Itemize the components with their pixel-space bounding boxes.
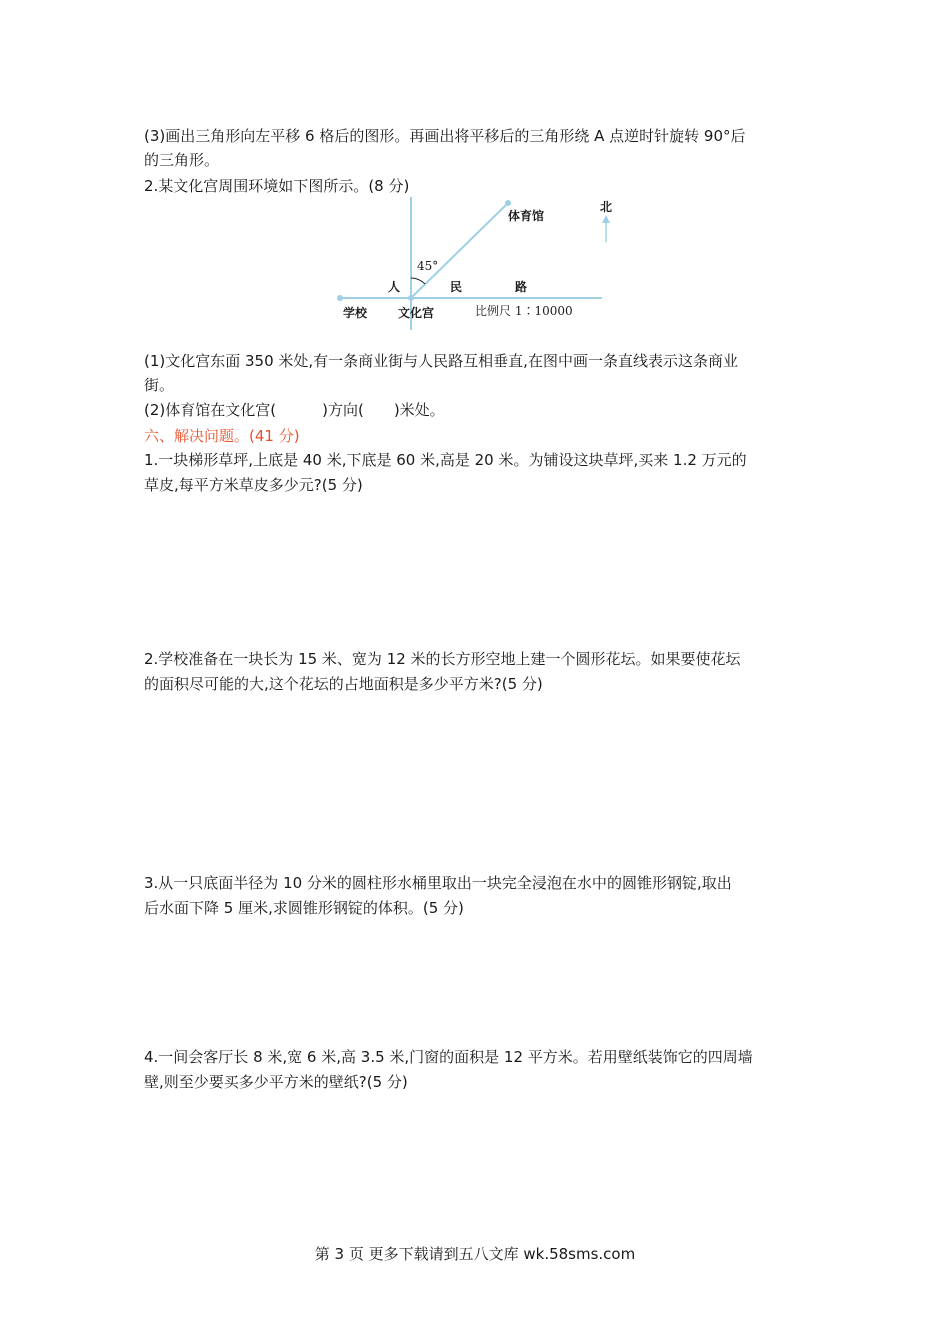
problem-3-line-2: 后水面下降 5 厘米,求圆锥形钢锭的体积。(5 分) (144, 899, 464, 917)
page-footer: 第 3 页 更多下载请到五八文库 wk.58sms.com (314, 1245, 636, 1263)
question-3-line-1: (3)画出三角形向左平移 6 格后的图形。再画出将平移后的三角形绕 A 点逆时针旋转 90°后 (144, 127, 746, 145)
sub-question-2-part-1: (2)体育馆在文化宫( (144, 401, 277, 419)
stadium-point (505, 200, 511, 206)
stadium-label: 体育馆 (508, 209, 545, 223)
problem-1-line-2: 草皮,每平方米草皮多少元?(5 分) (144, 476, 363, 494)
problem-4-line-1: 4.一间会客厅长 8 米,宽 6 米,高 3.5 米,门窗的面积是 12 平方米。若用壁纸装饰它的四周墙 (144, 1048, 753, 1066)
section-6-title: 六、解决问题。(41 分) (144, 427, 300, 445)
road-char-ren: 人 (388, 280, 401, 294)
problem-1-line-1: 1.一块梯形草坪,上底是 40 米,下底是 60 米,高是 20 米。为铺设这块草坪,买来 1.2 万元的 (144, 451, 747, 469)
problem-3-line-1: 3.从一只底面半径为 10 分米的圆柱形水桶里取出一块完全浸泡在水中的圆锥形钢锭,取出 (144, 874, 732, 892)
question-3-line-2: 的三角形。 (144, 151, 220, 169)
road-char-lu: 路 (515, 280, 528, 294)
sub-question-1-line-1: (1)文化宫东面 350 米处,有一条商业街与人民路互相垂直,在图中画一条直线表示这条商业 (144, 352, 738, 370)
sub-question-2 (144, 398, 445, 422)
culture-palace-point (408, 295, 414, 301)
sub-question-2-part-3: )米处。 (393, 401, 445, 419)
problem-2-line-2: 的面积尽可能的大,这个花坛的占地面积是多少平方米?(5 分) (144, 675, 543, 693)
problem-2-line-1: 2.学校准备在一块长为 15 米、宽为 12 米的长方形空地上建一个圆形花坛。如果要使花坛 (144, 650, 741, 668)
school-point (337, 295, 343, 301)
sub-question-1-line-2: 街。 (144, 376, 175, 394)
north-arrow-head (602, 215, 610, 223)
road-char-min: 民 (450, 280, 463, 294)
culture-palace-label: 文化宫 (398, 306, 435, 320)
scale-label: 比例尺 1∶10000 (475, 304, 573, 318)
north-label: 北 (600, 200, 613, 214)
school-label: 学校 (343, 306, 368, 320)
question-2-title: 2.某文化宫周围环境如下图所示。(8 分) (144, 177, 410, 195)
angle-label: 45° (417, 259, 439, 273)
problem-4-line-2: 壁,则至少要买多少平方米的壁纸?(5 分) (144, 1073, 408, 1091)
angle-arc (411, 278, 425, 284)
culture-palace-map (330, 195, 620, 330)
sub-question-2-part-2: )方向( (322, 401, 364, 419)
